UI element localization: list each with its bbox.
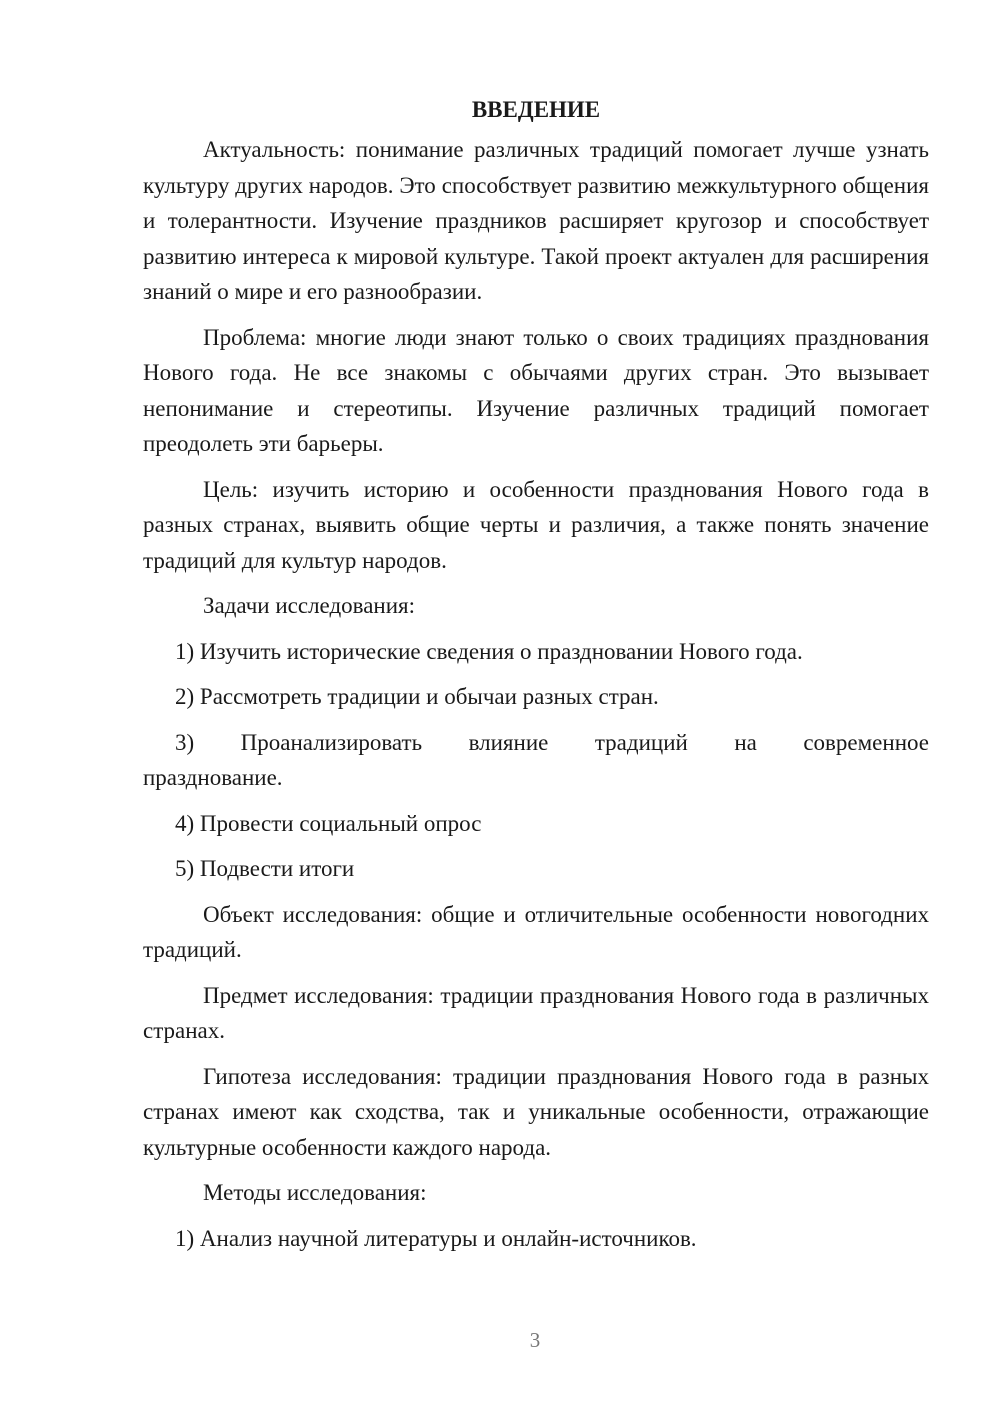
problem-paragraph: Проблема: многие люди знают только о своих традициях празднования Нового года. Не все знакомы с обычаями других стран. Это вызывает непонимание и стереотипы. Изучение различных традиций помогает преодолеть эти барьеры.	[143, 324, 929, 456]
hypothesis-paragraph: Гипотеза исследования: традиции празднования Нового года в разных странах имеют как сходства, так и уникальные особенности, отражающие культурные особенности каждого народа.	[143, 1063, 929, 1160]
task-item-5: 5) Подвести итоги	[175, 856, 355, 881]
tasks-heading: Задачи исследования:	[203, 593, 416, 618]
object-paragraph: Объект исследования: общие и отличительные особенности новогодних традиций.	[143, 901, 929, 962]
page-content	[143, 92, 929, 1266]
goal-paragraph: Цель: изучить историю и особенности празднования Нового года в разных странах, выявить общие черты и различия, а также понять значение традиций для культур народов.	[143, 476, 929, 573]
method-item-1: 1) Анализ научной литературы и онлайн-источников.	[175, 1225, 697, 1251]
task-item-4: 4) Провести социальный опрос	[175, 810, 482, 836]
relevance-paragraph: Актуальность: понимание различных традиций помогает лучше узнать культуру других народов. Это способствует развитию межкультурного общения и толерантности. Изучение праздников расширяет кругозор и способствует развитию интереса к мировой культуре. Такой проект актуален для расширения знаний о мире и его разнообразии.	[143, 137, 929, 304]
methods-heading: Методы исследования:	[203, 1180, 427, 1205]
subject-paragraph: Предмет исследования: традиции празднования Нового года в различных странах.	[143, 982, 929, 1043]
task-item-1: 1) Изучить исторические сведения о праздновании Нового года.	[175, 638, 803, 664]
task-item-3: 3) Проанализировать влияние традиций на современное празднование.	[143, 729, 929, 790]
page-number: 3	[529, 1328, 541, 1352]
task-item-2: 2) Рассмотреть традиции и обычаи разных стран.	[175, 684, 659, 709]
page-title: ВВЕДЕНИЕ	[471, 97, 601, 122]
